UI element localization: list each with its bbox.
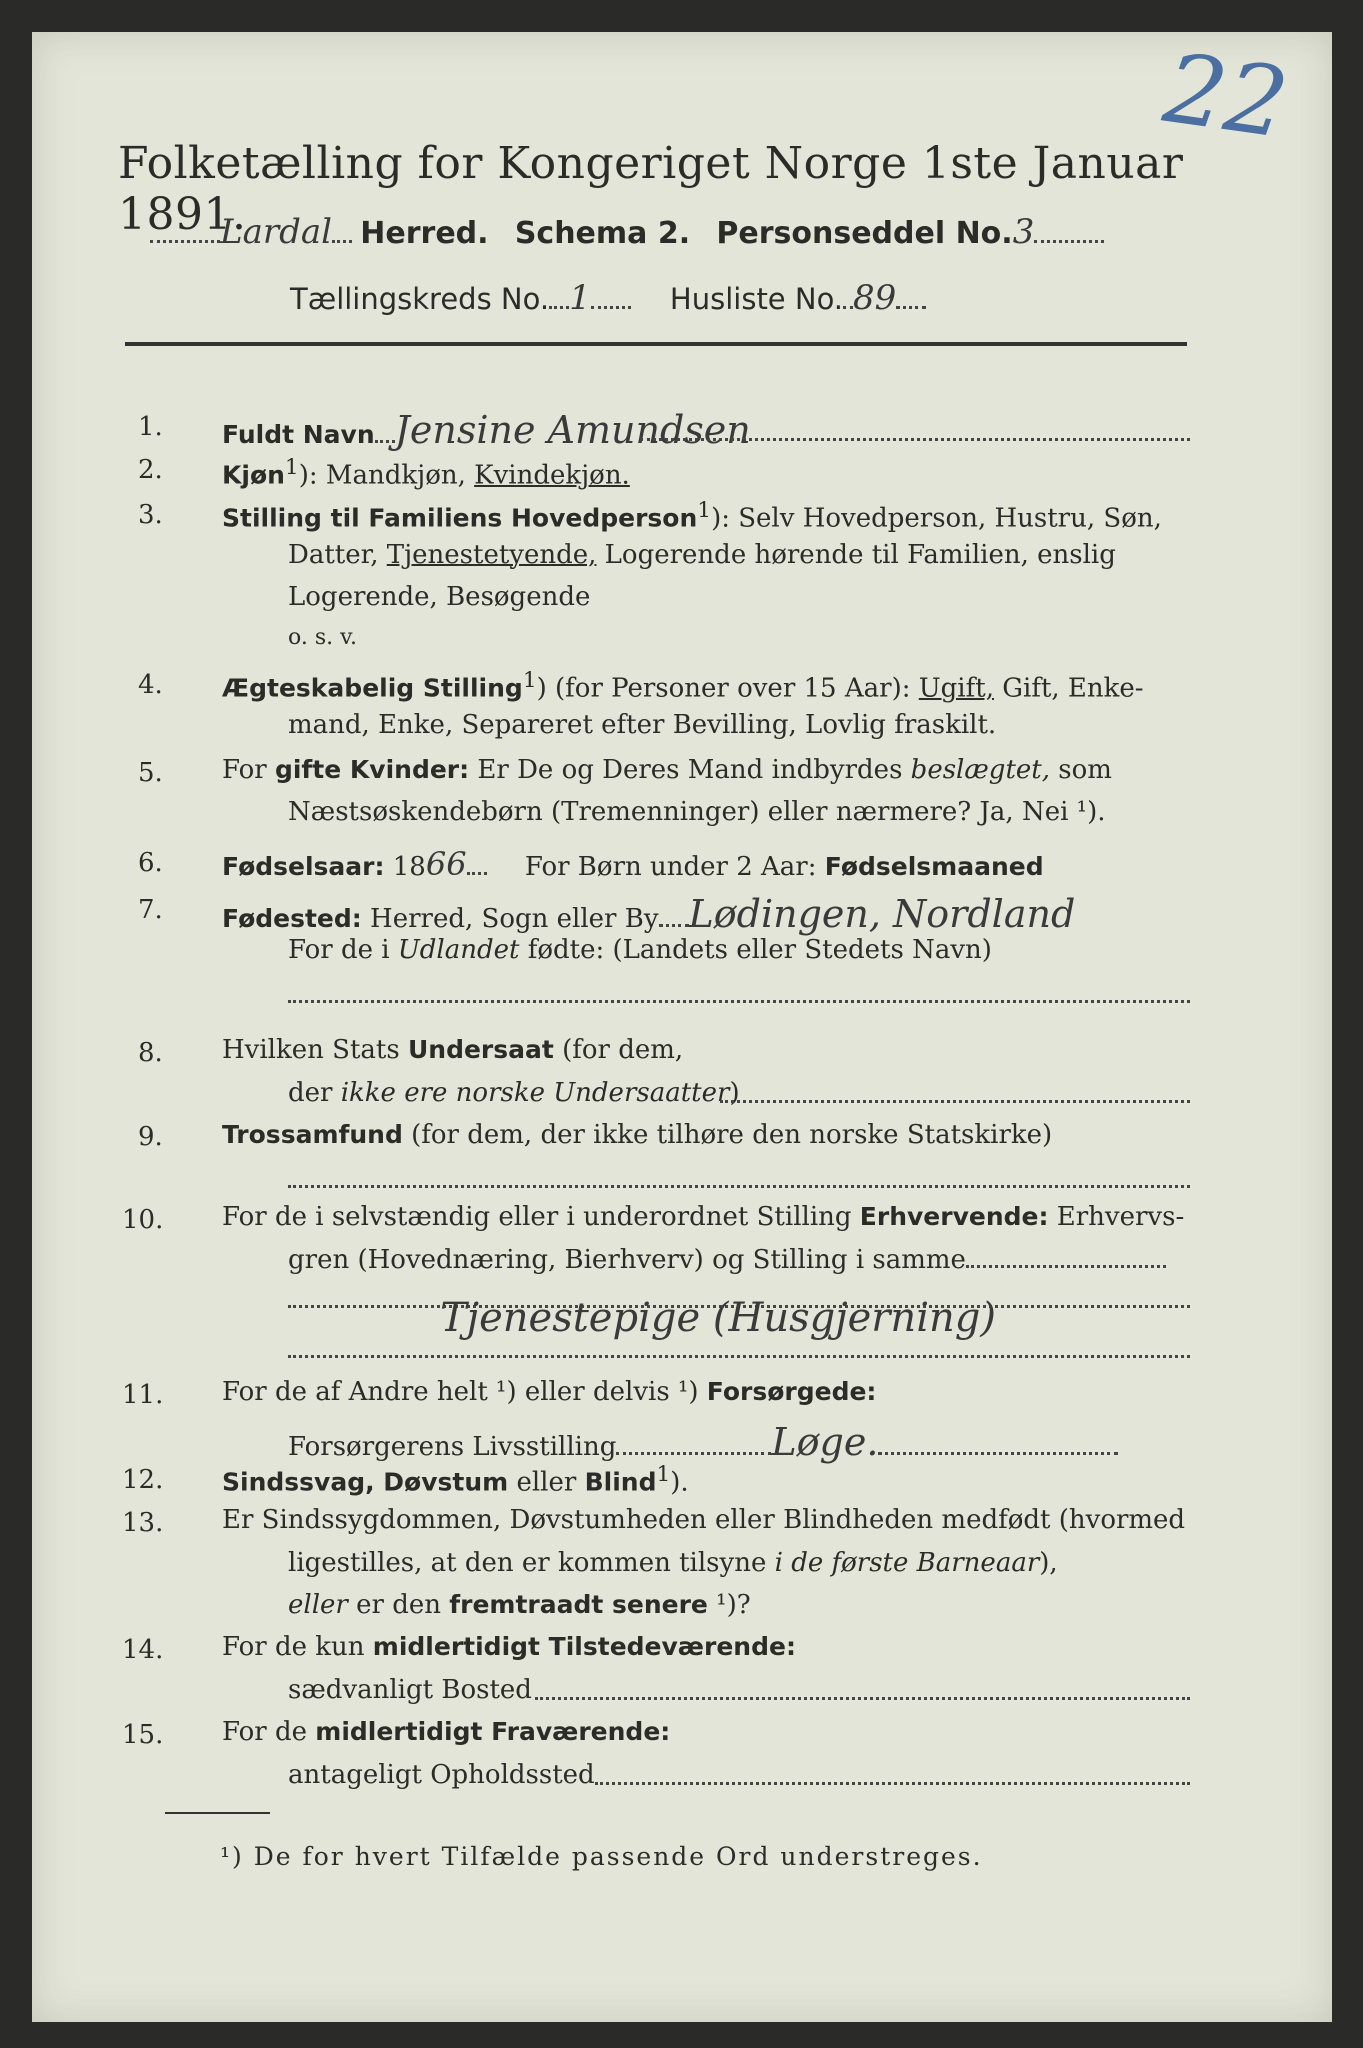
husliste-label: Husliste No. xyxy=(669,282,844,316)
q6-bold: Fødselsmaaned xyxy=(824,852,1044,881)
q8-text2a: der xyxy=(288,1078,341,1108)
q5-text1b: Er De og Deres Mand indbyrdes xyxy=(469,755,911,785)
q9-fill-line xyxy=(288,1185,1190,1188)
q7-label: Fødested: xyxy=(222,904,362,933)
q12-row xyxy=(222,1462,689,1498)
q4-number: 4. xyxy=(138,670,163,700)
q10-bold: Erhvervende: xyxy=(859,1202,1049,1231)
q2-text: ): Mandkjøn, xyxy=(298,460,475,491)
header-row-2 xyxy=(290,278,926,318)
q2-selected: Kvindekjøn. xyxy=(474,460,630,491)
q13-text3b: ¹)? xyxy=(707,1590,751,1620)
q11-line1 xyxy=(222,1377,876,1407)
q15-bold: midlertidigt Fraværende: xyxy=(315,1717,671,1746)
q12-tail: ). xyxy=(670,1467,689,1498)
q11-text1a: For de af Andre helt ¹) eller delvis ¹) xyxy=(222,1377,707,1407)
q3-text2a: Datter, xyxy=(288,540,387,570)
q6-value: 66 xyxy=(425,845,467,883)
personseddel-value: 3 xyxy=(1012,212,1035,252)
q13-bold: fremtraadt senere xyxy=(449,1590,708,1619)
q14-number: 14. xyxy=(122,1635,164,1665)
q10-text1b: Erhvervs- xyxy=(1048,1202,1185,1232)
q1-row xyxy=(222,408,751,452)
q1-fill-line xyxy=(640,438,1190,441)
q3-selected: Tjenestetyende, xyxy=(386,540,597,570)
q9-row xyxy=(222,1120,1052,1150)
q4-text1a: ) (for Personer over 15 Aar): xyxy=(536,673,919,704)
q13-line2 xyxy=(288,1548,1058,1578)
q15-fill-line xyxy=(595,1782,1190,1785)
q8-line1 xyxy=(222,1035,683,1065)
q2-label: Kjøn xyxy=(222,460,285,490)
q3-line4: o. s. v. xyxy=(288,625,357,650)
q8-fill-line xyxy=(720,1100,1190,1103)
q10-value-row xyxy=(440,1295,996,1341)
personseddel-label: Personseddel No. xyxy=(716,216,1013,251)
q7-number: 7. xyxy=(138,895,163,925)
form-title: Folketælling for Kongeriget Norge 1ste Januar 1891. xyxy=(118,138,1184,240)
q8-italic: ikke ere norske Undersaatter xyxy=(340,1078,730,1108)
q7-text2a: For de i xyxy=(288,935,398,965)
q7-italic: Udlandet xyxy=(397,935,520,965)
q2-row xyxy=(222,455,630,491)
q8-line2 xyxy=(288,1078,740,1108)
q12-label: Sindssvag, Døvstum xyxy=(222,1467,509,1497)
q14-fill-line xyxy=(535,1697,1190,1700)
q5-text1c: som xyxy=(1050,755,1112,785)
q8-bold: Undersaat xyxy=(407,1035,554,1064)
q11-text2: Forsørgerens Livsstilling xyxy=(288,1432,617,1462)
q12-number: 12. xyxy=(122,1465,164,1495)
q6-label: Fødselsaar: xyxy=(222,852,385,881)
q7-line2 xyxy=(288,935,992,965)
q13-number: 13. xyxy=(122,1508,164,1538)
q4-text1b: Gift, Enke- xyxy=(993,673,1144,704)
kreds-label: Tællingskreds No. xyxy=(290,282,550,316)
q3-line2 xyxy=(288,540,1116,570)
header-divider xyxy=(125,342,1187,346)
q15-line1 xyxy=(222,1717,670,1747)
q13-text2a: ligestilles, at den er kommen tilsyne xyxy=(288,1548,775,1578)
q1-number: 1. xyxy=(138,412,163,442)
q4-line1 xyxy=(222,668,1144,704)
q9-number: 9. xyxy=(138,1122,163,1152)
q9-text: (for dem, der ikke tilhøre den norske Statskirke) xyxy=(402,1120,1053,1150)
q13-line1: Er Sindssygdommen, Døvstumheden eller Blindheden medfødt (hvormed xyxy=(222,1505,1186,1535)
q6-prefix: 18 xyxy=(392,852,426,882)
q14-text1a: For de kun xyxy=(222,1632,373,1662)
footnote: ¹) De for hvert Tilfælde passende Ord understreges. xyxy=(220,1842,983,1871)
q5-line2: Næstsøskendebørn (Tremenninger) eller nærmere? Ja, Nei ¹). xyxy=(288,797,1106,827)
q6-row xyxy=(222,845,1044,883)
q4-label: Ægteskabelig Stilling xyxy=(222,673,523,703)
q3-number: 3. xyxy=(138,500,163,530)
q13-text3a: er den xyxy=(347,1590,450,1620)
husliste-value: 89 xyxy=(853,278,897,318)
q6-text: For Børn under 2 Aar: xyxy=(524,852,825,882)
herred-label: Herred. xyxy=(360,216,489,251)
q10-text2: gren (Hovednæring, Bierhverv) og Stilling i samme xyxy=(288,1245,966,1275)
q13-italic: i de første Barneaar xyxy=(774,1548,1040,1578)
q7-fill-line xyxy=(288,1000,1190,1003)
q5-italic: beslægtet, xyxy=(910,755,1050,785)
footnote-divider xyxy=(165,1812,270,1814)
q12-bold: Blind xyxy=(584,1467,657,1497)
q5-line1 xyxy=(222,755,1112,785)
q11-number: 11. xyxy=(122,1380,164,1410)
q10-line2 xyxy=(288,1245,1166,1275)
q3-sup: 1 xyxy=(697,498,712,523)
q3-text1: ): Selv Hovedperson, Hustru, Søn, xyxy=(711,503,1162,534)
q3-label: Stilling til Familiens Hovedperson xyxy=(222,503,698,533)
q2-number: 2. xyxy=(138,455,163,485)
q15-text1a: For de xyxy=(222,1717,316,1747)
q13-line3 xyxy=(288,1590,751,1620)
q14-line1 xyxy=(222,1632,796,1662)
q4-sup: 1 xyxy=(522,668,537,693)
q3-text2b: Logerende hørende til Familien, enslig xyxy=(596,540,1116,570)
q1-value: Jensine Amundsen xyxy=(394,408,751,452)
q7-text: Herred, Sogn eller By xyxy=(361,904,659,934)
q10-text1a: For de i selvstændig eller i underordnet Stilling xyxy=(222,1202,860,1232)
q4-line2: mand, Enke, Separeret efter Bevilling, Lovlig fraskilt. xyxy=(288,710,997,740)
q13-text2b: ), xyxy=(1039,1548,1058,1578)
q14-line2: sædvanligt Bosted xyxy=(288,1675,532,1705)
q3-line3: Logerende, Besøgende xyxy=(288,582,591,612)
q8-text1a: Hvilken Stats xyxy=(222,1035,408,1065)
herred-value: Lardal xyxy=(220,212,333,252)
q5-text1a: For xyxy=(222,755,275,785)
q8-text2b: ) xyxy=(729,1078,740,1108)
q15-line2: antageligt Opholdssted xyxy=(288,1760,595,1790)
q11-value: Løge. xyxy=(771,1420,879,1464)
q8-text1b: (for dem, xyxy=(553,1035,684,1065)
header-row-1 xyxy=(150,212,1104,252)
q8-number: 8. xyxy=(138,1038,163,1068)
q14-bold: midlertidigt Tilstedeværende: xyxy=(372,1632,796,1661)
q5-number: 5. xyxy=(138,758,163,788)
q12-sup: 1 xyxy=(656,1462,671,1487)
q3-line1 xyxy=(222,498,1162,534)
corner-page-number: 22 xyxy=(1157,32,1295,160)
q15-number: 15. xyxy=(122,1720,164,1750)
q7-line1 xyxy=(222,892,1075,936)
q5-bold: gifte Kvinder: xyxy=(274,755,470,784)
q9-label: Trossamfund xyxy=(222,1120,403,1149)
q6-number: 6. xyxy=(138,848,163,878)
kreds-value: 1 xyxy=(569,278,591,318)
q10-fill-line-2 xyxy=(288,1355,1190,1358)
q1-label: Fuldt Navn xyxy=(222,420,375,449)
q7-value: Lødingen, Nordland xyxy=(688,892,1076,936)
q10-number: 10. xyxy=(122,1205,164,1235)
q2-sup: 1 xyxy=(284,455,299,480)
q4-selected: Ugift, xyxy=(918,673,994,704)
q11-bold: Forsørgede: xyxy=(706,1377,877,1406)
q7-text2b: fødte: (Landets eller Stedets Navn) xyxy=(519,935,992,965)
q10-line1 xyxy=(222,1202,1184,1232)
q13-italic2: eller xyxy=(288,1590,348,1620)
q12-text: eller xyxy=(508,1467,585,1498)
schema-label: Schema 2. xyxy=(514,216,691,251)
q10-value: Tjenestepige (Husgjerning) xyxy=(440,1295,996,1341)
q11-line2 xyxy=(288,1420,1118,1464)
